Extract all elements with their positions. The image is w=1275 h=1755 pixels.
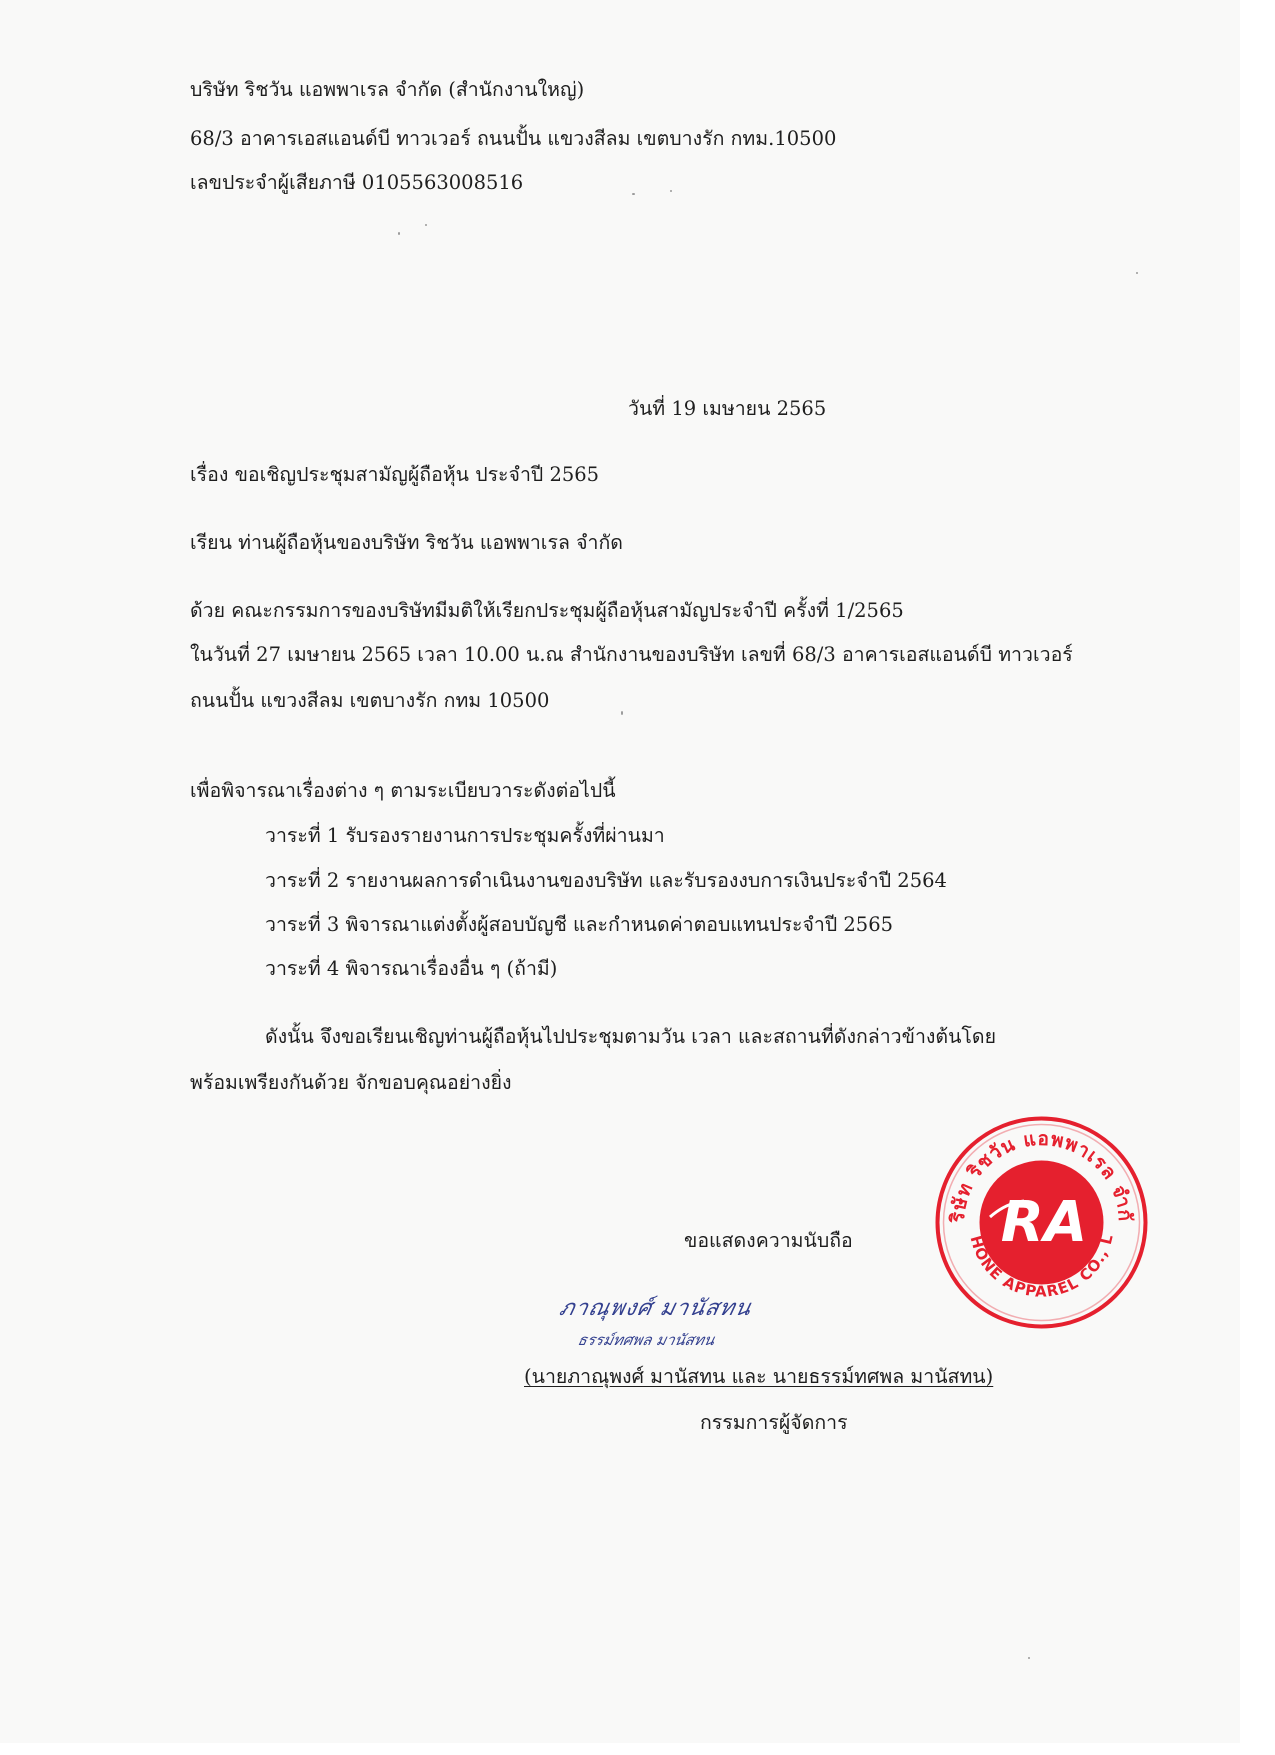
scan-speck <box>632 193 635 195</box>
scan-speck <box>398 232 400 235</box>
body-line-2: ในวันที่ 27 เมษายน 2565 เวลา 10.00 น.ณ สำนักงานของบริษัท เลขที่ 68/3 อาคารเอสแอนด์บี ทาวเวอร์ <box>190 643 1073 666</box>
signer-title: กรรมการผู้จัดการ <box>700 1411 848 1434</box>
scan-speck <box>1136 272 1138 274</box>
body-line-3: ถนนปั้น แขวงสีลม เขตบางรัก กทม 10500 <box>190 689 550 712</box>
tax-id-line: เลขประจำผู้เสียภาษี 0105563008516 <box>190 171 524 194</box>
subject-line: เรื่อง ขอเชิญประชุมสามัญผู้ถือหุ้น ประจำปี 2565 <box>190 463 600 486</box>
company-seal <box>934 1115 1149 1330</box>
closing-line-1: ดังนั้น จึงขอเรียนเชิญท่านผู้ถือหุ้นไปประชุมตามวัน เวลา และสถานที่ดังกล่าวข้างต้นโดย <box>265 1025 996 1048</box>
salutation-line: เรียน ท่านผู้ถือหุ้นของบริษัท ริชวัน แอพพาเรล จำกัด <box>190 531 623 554</box>
scan-speck <box>1028 1657 1030 1659</box>
seal-monogram: RA <box>1000 1190 1088 1255</box>
closing-line-2: พร้อมเพรียงกันด้วย จักขอบคุณอย่างยิ่ง <box>190 1071 512 1094</box>
agenda-item-4: วาระที่ 4 พิจารณาเรื่องอื่น ๆ (ถ้ามี) <box>265 957 558 980</box>
date-line: วันที่ 19 เมษายน 2565 <box>628 397 827 420</box>
agenda-item-2: วาระที่ 2 รายงานผลการดำเนินงานของบริษัท และรับรองงบการเงินประจำปี 2564 <box>265 869 947 892</box>
handwritten-signature-2: ธรรม์ทศพล มานัสทน <box>576 1331 717 1349</box>
seal-thai-text: ริษัท ริชวัน แอพพาเรล จำกั <box>946 1127 1137 1224</box>
company-name-line: บริษัท ริชวัน แอพพาเรล จำกัด (สำนักงานใหญ่) <box>190 78 585 101</box>
agenda-intro: เพื่อพิจารณาเรื่องต่าง ๆ ตามระเบียบวาระดังต่อไปนี้ <box>190 779 616 802</box>
body-line-1: ด้วย คณะกรรมการของบริษัทมีมติให้เรียกประชุมผู้ถือหุ้นสามัญประจำปี ครั้งที่ 1/2565 <box>190 599 904 622</box>
scan-speck <box>621 711 623 715</box>
scan-speck <box>425 224 427 226</box>
handwritten-signature-1: ภาณุพงศ์ มานัสทน <box>557 1296 754 1321</box>
company-address-line: 68/3 อาคารเอสแอนด์บี ทาวเวอร์ ถนนปั้น แขวงสีลม เขตบางรัก กทม.10500 <box>190 127 837 150</box>
agenda-item-1: วาระที่ 1 รับรองรายงานการประชุมครั้งที่ผ่านมา <box>265 824 665 847</box>
scan-speck <box>670 190 672 192</box>
seal-icon <box>934 1115 1149 1330</box>
agenda-item-3: วาระที่ 3 พิจารณาแต่งตั้งผู้สอบบัญชี และกำหนดค่าตอบแทนประจำปี 2565 <box>265 913 894 936</box>
seal-english-text: HONE APPAREL CO., L <box>966 1233 1117 1301</box>
signer-names: (นายภาณุพงศ์ มานัสทน และ นายธรรม์ทศพล มานัสทน) <box>524 1365 994 1388</box>
regards-line: ขอแสดงความนับถือ <box>684 1229 853 1252</box>
